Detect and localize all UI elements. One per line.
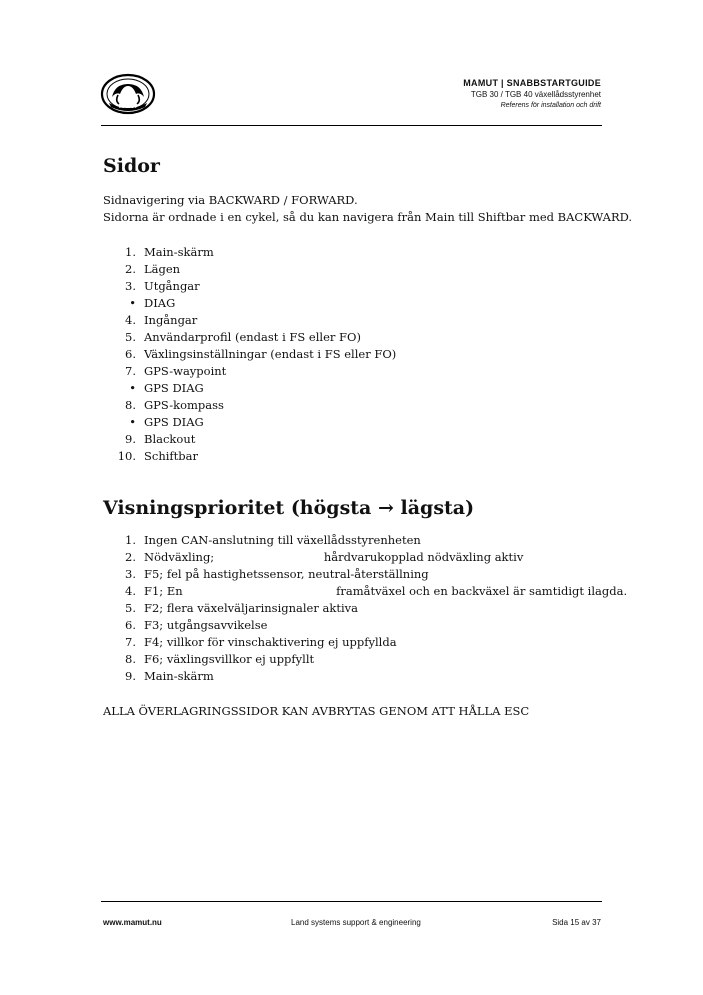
footer-page-number: Sida 15 av 37 xyxy=(552,918,601,927)
list-item-text: Ingångar xyxy=(144,313,198,327)
list-marker: 6. xyxy=(125,618,136,632)
priority-list-item xyxy=(116,532,627,549)
list-marker: 5. xyxy=(125,330,136,344)
pages-list-item xyxy=(116,295,396,312)
pages-list-item xyxy=(116,312,396,329)
list-item-text: GPS-kompass xyxy=(144,398,224,412)
list-marker: 9. xyxy=(125,432,136,446)
list-marker: 2. xyxy=(125,262,136,276)
list-marker: 10. xyxy=(117,449,136,463)
header-subtitle-2: Referens för installation och drift xyxy=(500,102,601,109)
list-item-text: Lägen xyxy=(144,262,181,276)
list-marker: 8. xyxy=(125,652,136,666)
footer-website[interactable]: www.mamut.nu xyxy=(103,918,162,927)
pages-list-item xyxy=(116,431,396,448)
svg-text:MAMUT: MAMUT xyxy=(118,104,138,110)
header-subtitle: TGB 30 / TGB 40 växellådsstyrenhet xyxy=(470,90,601,99)
section-heading-pages: Sidor xyxy=(103,155,160,177)
priority-list-item xyxy=(116,583,627,600)
list-item-text: Nödväxling; hårdvarukopplad nödväxling aktiv xyxy=(144,550,524,564)
header-divider xyxy=(101,125,602,126)
list-item-text: F1; En framåtväxel och en backväxel är samtidigt ilagda. xyxy=(144,584,628,598)
pages-list-item xyxy=(116,448,396,465)
list-item-text: GPS-waypoint xyxy=(144,364,227,378)
list-item-text: F6; växlingsvillkor ej uppfyllt xyxy=(144,652,315,666)
pages-list-item xyxy=(116,397,396,414)
list-item-text: Blackout xyxy=(144,432,196,446)
pages-list-item xyxy=(116,380,396,397)
list-marker: 9. xyxy=(125,669,136,683)
list-marker: • xyxy=(129,415,136,429)
list-marker: 3. xyxy=(125,279,136,293)
list-item-text: GPS DIAG xyxy=(144,381,204,395)
list-item-text: Användarprofil (endast i FS eller FO) xyxy=(144,330,361,344)
priority-list-item xyxy=(116,668,627,685)
list-item-text: Main-skärm xyxy=(144,245,214,259)
priority-list-item xyxy=(116,634,627,651)
list-marker: 7. xyxy=(125,364,136,378)
list-marker: 4. xyxy=(125,584,136,598)
list-marker: 7. xyxy=(125,635,136,649)
priority-list-item xyxy=(116,617,627,634)
priority-list-item xyxy=(116,549,627,566)
pages-list-item xyxy=(116,329,396,346)
list-marker: 8. xyxy=(125,398,136,412)
priority-list xyxy=(116,532,627,685)
mamut-logo xyxy=(100,73,156,115)
footer-divider xyxy=(101,901,602,902)
priority-list-item xyxy=(116,651,627,668)
list-item-text: Växlingsinställningar (endast i FS eller FO) xyxy=(144,347,397,361)
list-marker: • xyxy=(129,381,136,395)
pages-list-item xyxy=(116,261,396,278)
pages-list-item xyxy=(116,278,396,295)
list-marker: 1. xyxy=(125,245,136,259)
list-marker: 5. xyxy=(125,601,136,615)
header-info xyxy=(463,78,601,111)
list-item-text: F2; flera växelväljarinsignaler aktiva xyxy=(144,601,358,615)
list-item-text: F5; fel på hastighetssensor, neutral-återställning xyxy=(144,567,429,581)
pages-list xyxy=(116,244,396,465)
list-marker: 3. xyxy=(125,567,136,581)
list-marker: 6. xyxy=(125,347,136,361)
priority-list-item xyxy=(116,600,627,617)
section-heading-priority: Visningsprioritet (högsta → lägsta) xyxy=(103,497,475,519)
pages-list-item xyxy=(116,244,396,261)
footer-tagline: Land systems support & engineering xyxy=(291,918,421,927)
list-item-text: DIAG xyxy=(144,296,176,310)
list-marker: 2. xyxy=(125,550,136,564)
list-item-text: Utgångar xyxy=(144,279,200,293)
pages-intro-1: Sidnavigering via BACKWARD / FORWARD. xyxy=(103,193,358,207)
list-item-text: F4; villkor för vinschaktivering ej uppfyllda xyxy=(144,635,397,649)
list-marker: • xyxy=(129,296,136,310)
list-marker: 4. xyxy=(125,313,136,327)
list-marker: 1. xyxy=(125,533,136,547)
list-item-text: GPS DIAG xyxy=(144,415,204,429)
list-item-text: Ingen CAN-anslutning till växellådsstyrenheten xyxy=(144,533,421,547)
esc-note: ALLA ÖVERLAGRINGSSIDOR KAN AVBRYTAS GENOM ATT HÅLLA ESC xyxy=(103,704,530,718)
pages-intro-2: Sidorna är ordnade i en cykel, så du kan navigera från Main till Shiftbar med BACKWARD. xyxy=(103,210,633,224)
pages-list-item xyxy=(116,414,396,431)
list-item-text: Main-skärm xyxy=(144,669,214,683)
list-item-text: Schiftbar xyxy=(144,449,198,463)
priority-list-item xyxy=(116,566,627,583)
header-title: MAMUT | SNABBSTARTGUIDE xyxy=(463,78,601,88)
pages-list-item xyxy=(116,346,396,363)
list-item-text: F3; utgångsavvikelse xyxy=(144,618,268,632)
pages-list-item xyxy=(116,363,396,380)
